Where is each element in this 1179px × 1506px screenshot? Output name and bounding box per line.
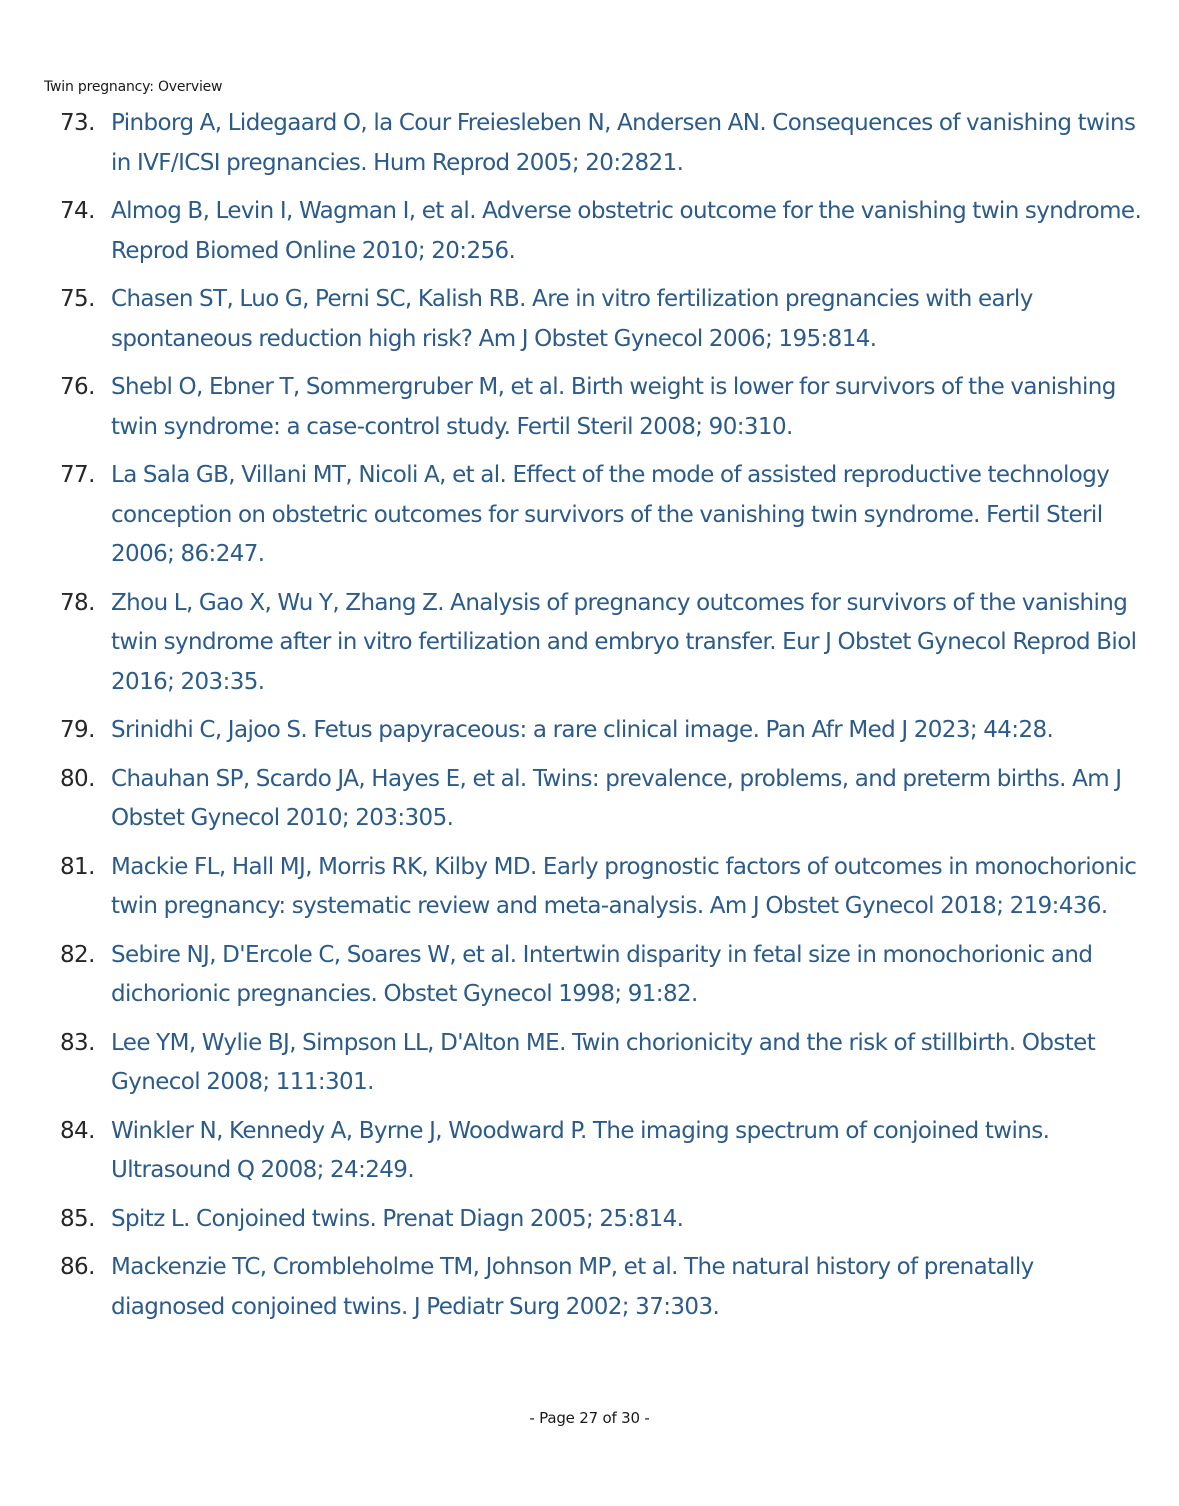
- reference-number: 85.: [60, 1205, 95, 1232]
- reference-link[interactable]: Mackenzie TC, Crombleholme TM, Johnson MP, et al. The natural history of prenatally diagnosed conjoined twins. J Pediatr Surg 2002; 37:303.: [111, 1254, 1034, 1320]
- reference-list: [0, 104, 1179, 1336]
- reference-link[interactable]: Chauhan SP, Scardo JA, Hayes E, et al. Twins: prevalence, problems, and preterm births. Am J Obstet Gynecol 2010; 203:305.: [111, 765, 1122, 831]
- running-header: Twin pregnancy: Overview: [44, 79, 223, 95]
- reference-item: [0, 584, 1179, 703]
- reference-link[interactable]: Shebl O, Ebner T, Sommergruber M, et al. Birth weight is lower for survivors of the vanishing twin syndrome: a case-control study. Fertil Steril 2008; 90:310.: [111, 374, 1116, 440]
- reference-item: [0, 456, 1179, 575]
- reference-item: [0, 368, 1179, 447]
- reference-link[interactable]: Zhou L, Gao X, Wu Y, Zhang Z. Analysis of pregnancy outcomes for survivors of the vanishing twin syndrome after in vitro fertilization and embryo transfer. Eur J Obstet Gynecol Reprod Biol 2016; 203:35.: [111, 589, 1137, 695]
- reference-item: [0, 1248, 1179, 1327]
- reference-number: 82.: [60, 941, 95, 968]
- reference-link[interactable]: Mackie FL, Hall MJ, Morris RK, Kilby MD. Early prognostic factors of outcomes in monochorionic twin pregnancy: systematic review and meta-analysis. Am J Obstet Gynecol 2018; 219:436.: [111, 853, 1137, 919]
- reference-item: [0, 936, 1179, 1015]
- reference-number: 86.: [60, 1254, 95, 1280]
- reference-number: 83.: [60, 1029, 95, 1056]
- reference-link[interactable]: Srinidhi C, Jajoo S. Fetus papyraceous: a rare clinical image. Pan Afr Med J 2023; 44:28.: [111, 717, 1054, 743]
- reference-item: [0, 711, 1179, 751]
- reference-link[interactable]: Chasen ST, Luo G, Perni SC, Kalish RB. Are in vitro fertilization pregnancies with early spontaneous reduction high risk? Am J Obstet Gynecol 2006; 195:814.: [111, 286, 1033, 352]
- reference-number: 78.: [60, 589, 95, 616]
- reference-number: 77.: [60, 462, 95, 488]
- reference-item: [0, 1200, 1179, 1240]
- page-number-footer: - Page 27 of 30 -: [529, 1409, 650, 1427]
- reference-item: [0, 760, 1179, 839]
- reference-number: 80.: [60, 765, 95, 792]
- reference-number: 76.: [60, 374, 95, 400]
- reference-item: [0, 192, 1179, 271]
- reference-number: 84.: [60, 1117, 95, 1144]
- reference-number: 75.: [60, 286, 95, 312]
- reference-item: [0, 848, 1179, 927]
- reference-number: 81.: [60, 853, 95, 880]
- reference-link[interactable]: Sebire NJ, D'Ercole C, Soares W, et al. Intertwin disparity in fetal size in monochorionic and dichorionic pregnancies. Obstet Gynecol 1998; 91:82.: [111, 941, 1093, 1007]
- reference-item: [0, 1112, 1179, 1191]
- reference-item: [0, 280, 1179, 359]
- reference-link[interactable]: La Sala GB, Villani MT, Nicoli A, et al. Effect of the mode of assisted reproductive technology conception on obstetric outcomes for survivors of the vanishing twin syndrome. Fertil Steril 2006; 86:247.: [111, 462, 1110, 567]
- reference-link[interactable]: Almog B, Levin I, Wagman I, et al. Adverse obstetric outcome for the vanishing twin syndrome. Reprod Biomed Online 2010; 20:256.: [111, 198, 1142, 264]
- reference-link[interactable]: Lee YM, Wylie BJ, Simpson LL, D'Alton ME. Twin chorionicity and the risk of stillbirth. Obstet Gynecol 2008; 111:301.: [111, 1029, 1096, 1095]
- reference-link[interactable]: Pinborg A, Lidegaard O, la Cour Freiesleben N, Andersen AN. Consequences of vanishing twins in IVF/ICSI pregnancies. Hum Reprod 2005; 20:2821.: [111, 110, 1136, 176]
- reference-link[interactable]: Winkler N, Kennedy A, Byrne J, Woodward P. The imaging spectrum of conjoined twins. Ultrasound Q 2008; 24:249.: [111, 1117, 1050, 1183]
- reference-number: 79.: [60, 717, 95, 743]
- reference-link[interactable]: Spitz L. Conjoined twins. Prenat Diagn 2005; 25:814.: [111, 1205, 684, 1232]
- reference-number: 74.: [60, 198, 95, 224]
- reference-item: [0, 1024, 1179, 1103]
- reference-item: [0, 104, 1179, 183]
- reference-number: 73.: [60, 110, 95, 136]
